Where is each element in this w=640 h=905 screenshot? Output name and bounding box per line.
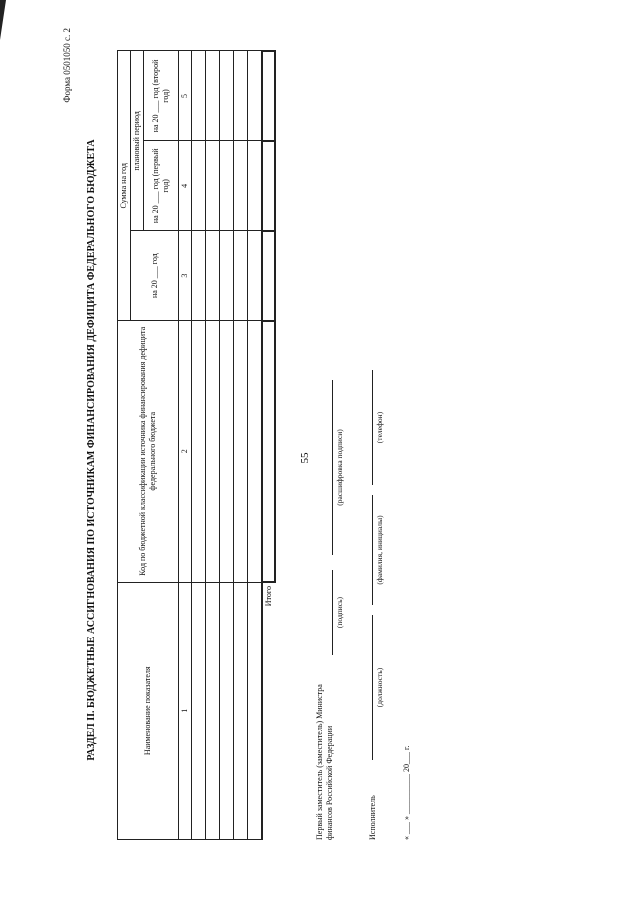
col-code-header: Код по бюджетной классификации источника финансирования дефицита федерального бюджета: [118, 321, 179, 582]
total-row: [262, 51, 275, 840]
table-row: [206, 51, 220, 840]
official-title: Первый заместитель (заместитель) Министра финансов Российской Федерации: [315, 684, 334, 840]
name-line: [372, 495, 373, 605]
first-year-header: на 20 ___ год (первый год): [144, 141, 179, 231]
scan-corner-mark: [0, 0, 6, 40]
date-line: « ___ » __________ 20___ г.: [402, 745, 411, 840]
col-number-2: 2: [179, 321, 192, 582]
table-row: [234, 51, 248, 840]
caption-signature: (подпись): [335, 596, 344, 629]
col-name-header: Наименование показателя: [118, 582, 179, 839]
executor-label: Исполнитель: [368, 795, 377, 840]
caption-phone: (телефон): [375, 411, 384, 444]
form-code: Форма 0501050 с. 2: [62, 28, 72, 103]
col-number-1: 1: [179, 582, 192, 839]
current-year-header: на 20 ___ год: [131, 231, 179, 321]
table-row: [248, 51, 263, 840]
col-number-5: 5: [179, 51, 192, 141]
page-number: 55: [299, 452, 311, 464]
table-row: [220, 51, 234, 840]
col-number-4: 4: [179, 141, 192, 231]
position-line: [372, 615, 373, 760]
caption-decoding: (расшифровка подписи): [335, 429, 344, 506]
table-row: [192, 51, 206, 840]
total-label: Итого: [264, 586, 273, 607]
signature-line: [332, 570, 333, 655]
caption-position: (должность): [375, 667, 384, 708]
second-year-header: на 20 ___ год (второй год): [144, 51, 179, 141]
sum-header: Сумма на год: [118, 51, 131, 321]
col-number-3: 3: [179, 231, 192, 321]
caption-name: (фамилия, инициалы): [375, 515, 384, 585]
section-title: РАЗДЕЛ II. БЮДЖЕТНЫЕ АССИГНОВАНИЯ ПО ИСТОЧНИКАМ ФИНАНСИРОВАНИЯ ДЕФИЦИТА ФЕДЕРАЛЬНОГО БЮДЖЕТА: [86, 139, 97, 761]
rotated-form-sheet: [62, 20, 622, 880]
planning-period-header: плановый период: [131, 51, 144, 231]
budget-table: [117, 50, 276, 840]
decoding-line: [332, 380, 333, 555]
phone-line: [372, 370, 373, 485]
